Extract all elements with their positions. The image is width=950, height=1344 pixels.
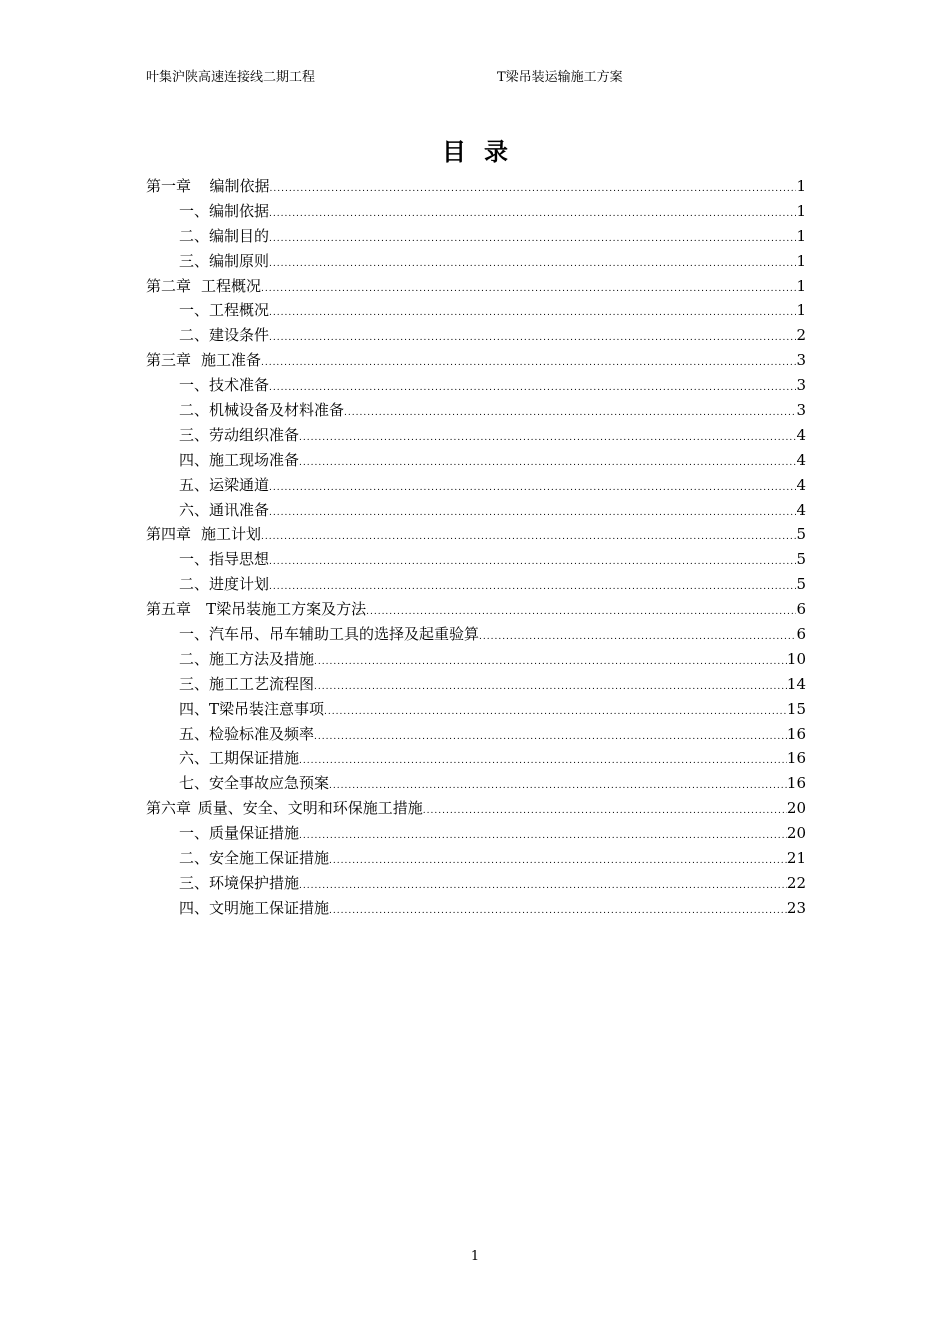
toc-entry-title: 劳动组织准备 [209,425,300,444]
toc-entry-page: 3 [796,351,806,370]
toc-entry-title: 技术准备 [209,376,270,395]
toc-entry-number: 三、 [179,674,210,693]
toc-entry-page: 4 [796,500,806,519]
toc-entry-title: 安全施工保证措施 [209,849,330,868]
toc-entry-title: 编制原则 [209,251,270,270]
toc-entry-number: 四、 [179,699,210,718]
toc-entry-page: 6 [796,600,806,619]
toc-entry-number: 一、 [179,625,210,644]
toc-entry-page: 2 [796,326,806,345]
toc-entry-title: 检验标准及频率 [209,724,315,743]
toc-dot-leader [329,899,787,924]
toc-dot-leader [269,501,796,526]
toc-dot-leader [299,824,787,849]
toc-chapter-entry[interactable] [146,522,806,547]
toc-entry-title: 安全事故应急预案 [209,774,330,793]
toc-entry-title: 环境保护措施 [209,873,300,892]
toc-entry-title: 指导思想 [209,550,270,569]
toc-entry-title: 工期保证措施 [209,749,300,768]
toc-entry-title: 文明施工保证措施 [209,898,330,917]
toc-dot-leader [269,550,796,575]
toc-entry-page: 6 [796,625,806,644]
toc-entry-number: 一、 [179,824,210,843]
toc-entry-title: 运梁通道 [209,475,270,494]
toc-section-entry[interactable] [146,871,806,896]
toc-entry-title: 施工准备 [200,351,261,370]
toc-section-entry[interactable] [146,572,806,597]
page-title: 目录 [442,137,526,166]
toc-dot-leader [261,277,796,302]
toc-entry-number: 四、 [179,898,210,917]
toc-entry-page: 1 [796,276,806,295]
toc-entry-number: 四、 [179,450,210,469]
toc-dot-leader [270,177,797,202]
toc-dot-leader [299,426,796,451]
toc-entry-number: 第二章 [146,276,192,295]
toc-entry-title: 编制依据 [209,177,270,195]
toc-entry-title: T梁吊装注意事项 [209,699,325,718]
toc-dot-leader [299,749,787,774]
toc-entry-title: 施工计划 [200,525,261,544]
toc-entry-number: 一、 [179,301,210,320]
toc-dot-leader [423,799,787,824]
toc-entry-number: 第一章 [146,177,192,195]
toc-entry-page: 22 [786,873,806,892]
toc-section-entry[interactable] [146,771,806,796]
toc-dot-leader [344,401,796,426]
toc-entry-page: 1 [796,226,806,245]
toc-dot-leader [269,476,796,501]
toc-dot-leader [261,525,796,550]
toc-entry-number: 五、 [179,724,210,743]
toc-dot-leader [314,675,787,700]
toc-entry-title: T梁吊装施工方案及方法 [206,600,367,619]
toc-section-entry[interactable] [146,473,806,498]
toc-dot-leader [261,351,796,376]
toc-section-entry[interactable] [146,373,806,398]
toc-entry-title: 编制目的 [209,226,270,245]
toc-dot-leader [479,625,796,650]
toc-entry-page: 4 [796,450,806,469]
toc-section-entry[interactable] [146,846,806,871]
toc-entry-page: 23 [786,898,806,917]
toc-entry-number: 二、 [179,226,210,245]
toc-entry-number: 三、 [179,425,210,444]
toc-section-entry[interactable] [146,298,806,323]
toc-entry-page: 4 [796,425,806,444]
toc-entry-page: 20 [786,799,806,818]
toc-chapter-entry[interactable] [146,348,806,373]
toc-entry-title: 工程概况 [200,276,261,295]
toc-entry-number: 三、 [179,251,210,270]
toc-section-entry[interactable] [146,224,806,249]
toc-entry-number: 二、 [179,649,210,668]
toc-entry-page: 21 [786,849,806,868]
toc-entry-number: 二、 [179,326,210,345]
toc-section-entry[interactable] [146,199,806,224]
toc-dot-leader [329,849,787,874]
toc-chapter-entry[interactable] [146,174,806,199]
toc-entry-page: 4 [796,475,806,494]
table-of-contents [146,174,806,921]
toc-entry-page: 16 [786,774,806,793]
toc-entry-number: 一、 [179,201,210,220]
toc-entry-title: 建设条件 [209,326,270,345]
toc-entry-number: 一、 [179,550,210,569]
toc-dot-leader [314,725,787,750]
toc-entry-page: 20 [786,824,806,843]
toc-section-entry[interactable] [146,622,806,647]
toc-section-entry[interactable] [146,423,806,448]
toc-entry-title: 进度计划 [209,575,270,594]
toc-entry-title: 施工方法及措施 [209,649,315,668]
toc-entry-page: 1 [796,201,806,220]
toc-section-entry[interactable] [146,647,806,672]
toc-entry-page: 15 [786,699,806,718]
toc-entry-number: 二、 [179,575,210,594]
toc-section-entry[interactable] [146,448,806,473]
toc-entry-number: 二、 [179,401,210,420]
toc-entry-page: 1 [796,177,806,195]
toc-entry-page: 16 [786,749,806,768]
toc-entry-title: 质量、安全、文明和环保施工措施 [197,799,423,818]
toc-dot-leader [299,874,787,899]
toc-dot-leader [269,301,796,326]
toc-chapter-entry[interactable] [146,274,806,299]
toc-entry-number: 七、 [179,774,210,793]
toc-entry-number: 第四章 [146,525,192,544]
toc-dot-leader [314,650,787,675]
toc-entry-number: 五、 [179,475,210,494]
toc-entry-number: 第三章 [146,351,192,370]
toc-entry-page: 5 [796,525,806,544]
toc-dot-leader [269,202,796,227]
toc-section-entry[interactable] [146,249,806,274]
toc-section-entry[interactable] [146,498,806,523]
toc-entry-page: 16 [786,724,806,743]
toc-entry-page: 10 [786,649,806,668]
toc-entry-page: 5 [796,575,806,594]
toc-entry-number: 二、 [179,849,210,868]
header-document-name: T梁吊装运输施工方案 [497,70,623,85]
toc-entry-page: 5 [796,550,806,569]
toc-entry-number: 三、 [179,873,210,892]
toc-chapter-entry[interactable] [146,597,806,622]
toc-entry-title: 编制依据 [209,201,270,220]
toc-entry-page: 1 [796,251,806,270]
toc-dot-leader [324,700,787,725]
toc-entry-page: 3 [796,401,806,420]
toc-section-entry[interactable] [146,672,806,697]
toc-dot-leader [269,376,796,401]
page-number: 1 [470,1249,480,1264]
toc-entry-number: 第六章 [146,799,192,818]
toc-section-entry[interactable] [146,821,806,846]
toc-section-entry[interactable] [146,323,806,348]
toc-entry-page: 1 [796,301,806,320]
toc-section-entry[interactable] [146,398,806,423]
toc-entry-title: 施工工艺流程图 [209,674,315,693]
toc-entry-number: 六、 [179,749,210,768]
toc-entry-title: 汽车吊、吊车辅助工具的选择及起重验算 [209,625,480,644]
toc-dot-leader [269,227,796,252]
header-project-name: 叶集沪陕高速连接线二期工程 [146,70,316,85]
toc-section-entry[interactable] [146,746,806,771]
toc-section-entry[interactable] [146,896,806,921]
toc-entry-page: 3 [796,376,806,395]
toc-entry-number: 一、 [179,376,210,395]
toc-section-entry[interactable] [146,547,806,572]
toc-entry-title: 通讯准备 [209,500,270,519]
toc-entry-title: 质量保证措施 [209,824,300,843]
toc-dot-leader [269,326,796,351]
toc-entry-number: 六、 [179,500,210,519]
toc-entry-number: 第五章 [146,600,192,619]
toc-dot-leader [299,451,796,476]
toc-entry-title: 工程概况 [209,301,270,320]
toc-section-entry[interactable] [146,722,806,747]
toc-section-entry[interactable] [146,697,806,722]
toc-dot-leader [269,252,796,277]
toc-entry-page: 14 [786,674,806,693]
toc-entry-title: 机械设备及材料准备 [209,401,345,420]
toc-chapter-entry[interactable] [146,796,806,821]
toc-entry-title: 施工现场准备 [209,450,300,469]
